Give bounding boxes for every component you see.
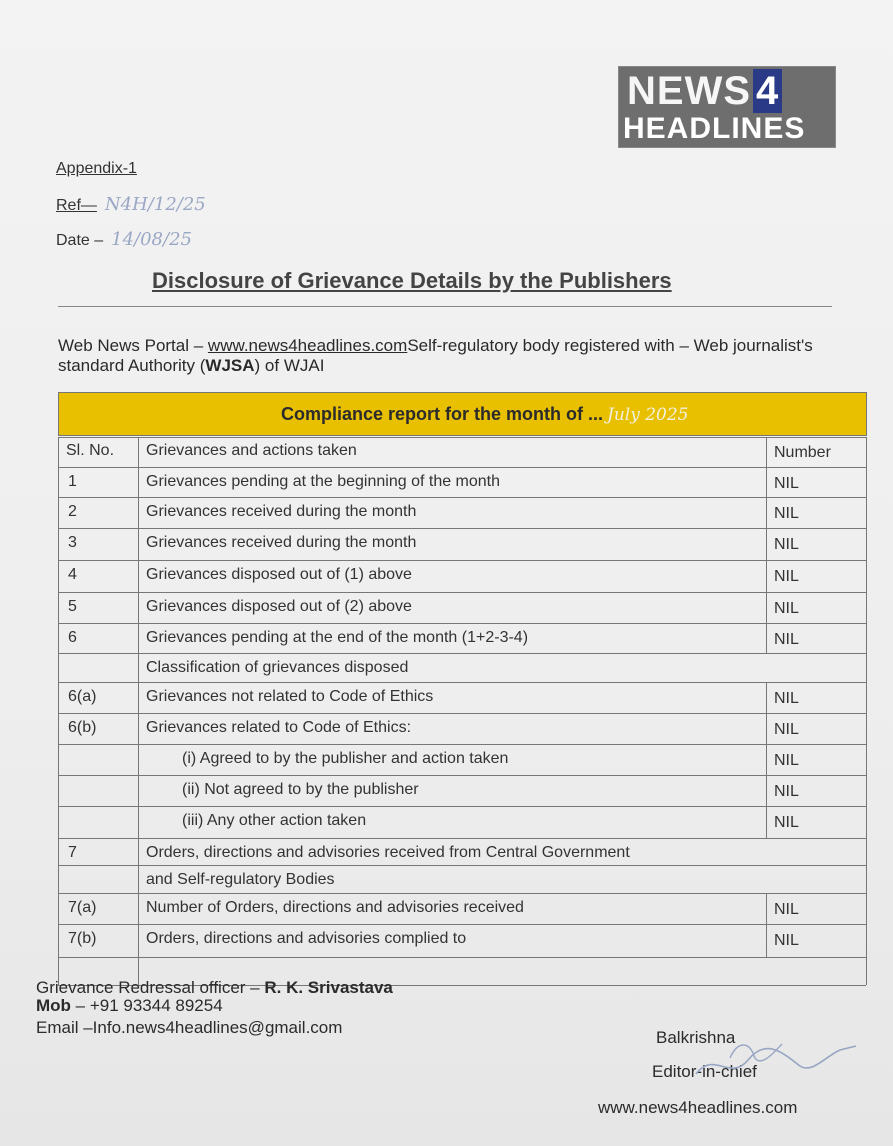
table-row-sl: 7(b) (68, 930, 97, 947)
table-border-right (866, 437, 867, 985)
table-row-line (58, 623, 866, 624)
editor-signature (690, 1030, 860, 1090)
table-row-line (58, 528, 866, 529)
table-row-desc: Classification of grievances disposed (146, 659, 409, 676)
table-row-line (58, 592, 866, 593)
website-link[interactable]: www.news4headlines.com (207, 336, 408, 355)
logo-line1: NEWS (627, 69, 751, 113)
editor-name: Balkrishna (656, 1028, 736, 1047)
table-row-line (58, 744, 866, 745)
table-row-line (58, 924, 866, 925)
table-col-divider-2 (766, 775, 767, 806)
ref-line (56, 194, 206, 215)
table-row-number: NIL (774, 932, 799, 949)
table-row-sl: 2 (68, 503, 77, 520)
table-row-sl: 7 (68, 844, 77, 861)
title-divider (58, 306, 832, 307)
table-row-sl: 6 (68, 629, 77, 646)
table-row-line (58, 653, 866, 654)
table-row-desc: (ii) Not agreed to by the publisher (182, 781, 419, 798)
footer-website: www.news4headlines.com (598, 1098, 798, 1117)
table-row-desc: Orders, directions and advisories complied to (146, 930, 467, 947)
table-row-desc: Grievances disposed out of (2) above (146, 598, 412, 615)
table-col-divider-2 (766, 744, 767, 775)
table-row-line (58, 838, 866, 839)
table-row-line (58, 893, 866, 894)
table-row-line (58, 560, 866, 561)
page-title: Disclosure of Grievance Details by the Publishers (152, 268, 672, 293)
table-row-sl: 5 (68, 598, 77, 615)
officer-name: R. K. Srivastava (264, 978, 393, 997)
table-row-desc: Grievances received during the month (146, 503, 417, 520)
table-row-line (58, 497, 866, 498)
table-row-number: NIL (774, 721, 799, 738)
table-row-desc: Number of Orders, directions and advisories received (146, 899, 524, 916)
ref-handwritten: N4H/12/25 (104, 194, 206, 215)
table-col-divider-2 (766, 713, 767, 744)
ref-label: Ref— (56, 197, 97, 214)
table-row-desc: (iii) Any other action taken (182, 812, 367, 829)
table-row-sl: 3 (68, 534, 77, 551)
table-row-desc: Grievances not related to Code of Ethics (146, 688, 434, 705)
report-title: Compliance report for the month of ... (281, 404, 604, 424)
table-row-number: NIL (774, 475, 799, 492)
table-row-line (58, 437, 866, 438)
editor-title: Editor-in-chief (652, 1062, 757, 1081)
table-col-divider-2 (766, 560, 767, 592)
mobile-line: Mob – +91 93344 89254 (36, 996, 223, 1015)
table-row-desc: Orders, directions and advisories received from Central Government (146, 844, 630, 861)
table-col-divider-2 (766, 592, 767, 623)
compliance-report-header (58, 392, 867, 436)
table-col-divider-2 (766, 467, 767, 497)
table-row-sl: 7(a) (68, 899, 97, 916)
table-row-desc: Grievances disposed out of (1) above (146, 566, 412, 583)
news4headlines-logo (618, 66, 836, 148)
table-row-line (58, 957, 866, 958)
table-col-divider-1 (138, 437, 139, 985)
table-row-number: NIL (774, 690, 799, 707)
table-row-desc: Grievances received during the month (146, 534, 417, 551)
table-col-divider-2 (766, 924, 767, 957)
table-header-number: Number (774, 444, 831, 461)
table-col-divider-2 (766, 682, 767, 713)
date-label: Date – (56, 232, 104, 249)
table-row-line (58, 775, 866, 776)
table-row-line (58, 682, 866, 683)
table-col-divider-2 (766, 528, 767, 560)
table-row-desc: Grievances pending at the beginning of the month (146, 473, 501, 490)
report-month-handwritten: July 2025 (607, 405, 689, 425)
table-row-number: NIL (774, 901, 799, 918)
table-row-number: NIL (774, 568, 799, 585)
table-row-number: NIL (774, 631, 799, 648)
table-col-divider-2 (766, 497, 767, 528)
table-row-desc: Grievances pending at the end of the month (1+2-3-4) (146, 629, 529, 646)
table-row-sl: 1 (68, 473, 77, 490)
table-header-desc: Grievances and actions taken (146, 442, 357, 459)
table-col-divider-2 (766, 893, 767, 924)
logo-number: 4 (753, 69, 782, 113)
table-col-divider-2 (766, 437, 767, 467)
table-row-desc: and Self-regulatory Bodies (146, 871, 335, 888)
date-line (56, 229, 192, 250)
officer-line: Grievance Redressal officer – R. K. Srivastava (36, 978, 393, 997)
table-row-number: NIL (774, 752, 799, 769)
table-row-number: NIL (774, 783, 799, 800)
table-header-sl: Sl. No. (66, 442, 115, 459)
email-line: Email –Info.news4headlines@gmail.com (36, 1018, 343, 1037)
table-row-desc: Grievances related to Code of Ethics: (146, 719, 412, 736)
table-row-number: NIL (774, 536, 799, 553)
intro-paragraph: Web News Portal – www.news4headlines.comSelf-regulatory body registered with – Web journalist's standard Authority (WJSA) of WJAI (58, 336, 813, 375)
table-row-sl: 6(b) (68, 719, 97, 736)
table-col-divider-2 (766, 806, 767, 838)
table-row-line (58, 865, 866, 866)
table-col-divider-2 (766, 623, 767, 653)
table-row-number: NIL (774, 600, 799, 617)
table-row-number: NIL (774, 505, 799, 522)
table-row-line (58, 467, 866, 468)
table-row-sl: 4 (68, 566, 77, 583)
logo-line2: HEADLINES (623, 112, 806, 145)
appendix-label: Appendix-1 (56, 160, 137, 177)
date-handwritten: 14/08/25 (111, 229, 192, 250)
table-border-left (58, 437, 59, 985)
table-row-desc: (i) Agreed to by the publisher and action taken (182, 750, 509, 767)
table-row-line (58, 806, 866, 807)
table-row-number: NIL (774, 814, 799, 831)
table-row-sl: 6(a) (68, 688, 97, 705)
table-row-line (58, 713, 866, 714)
